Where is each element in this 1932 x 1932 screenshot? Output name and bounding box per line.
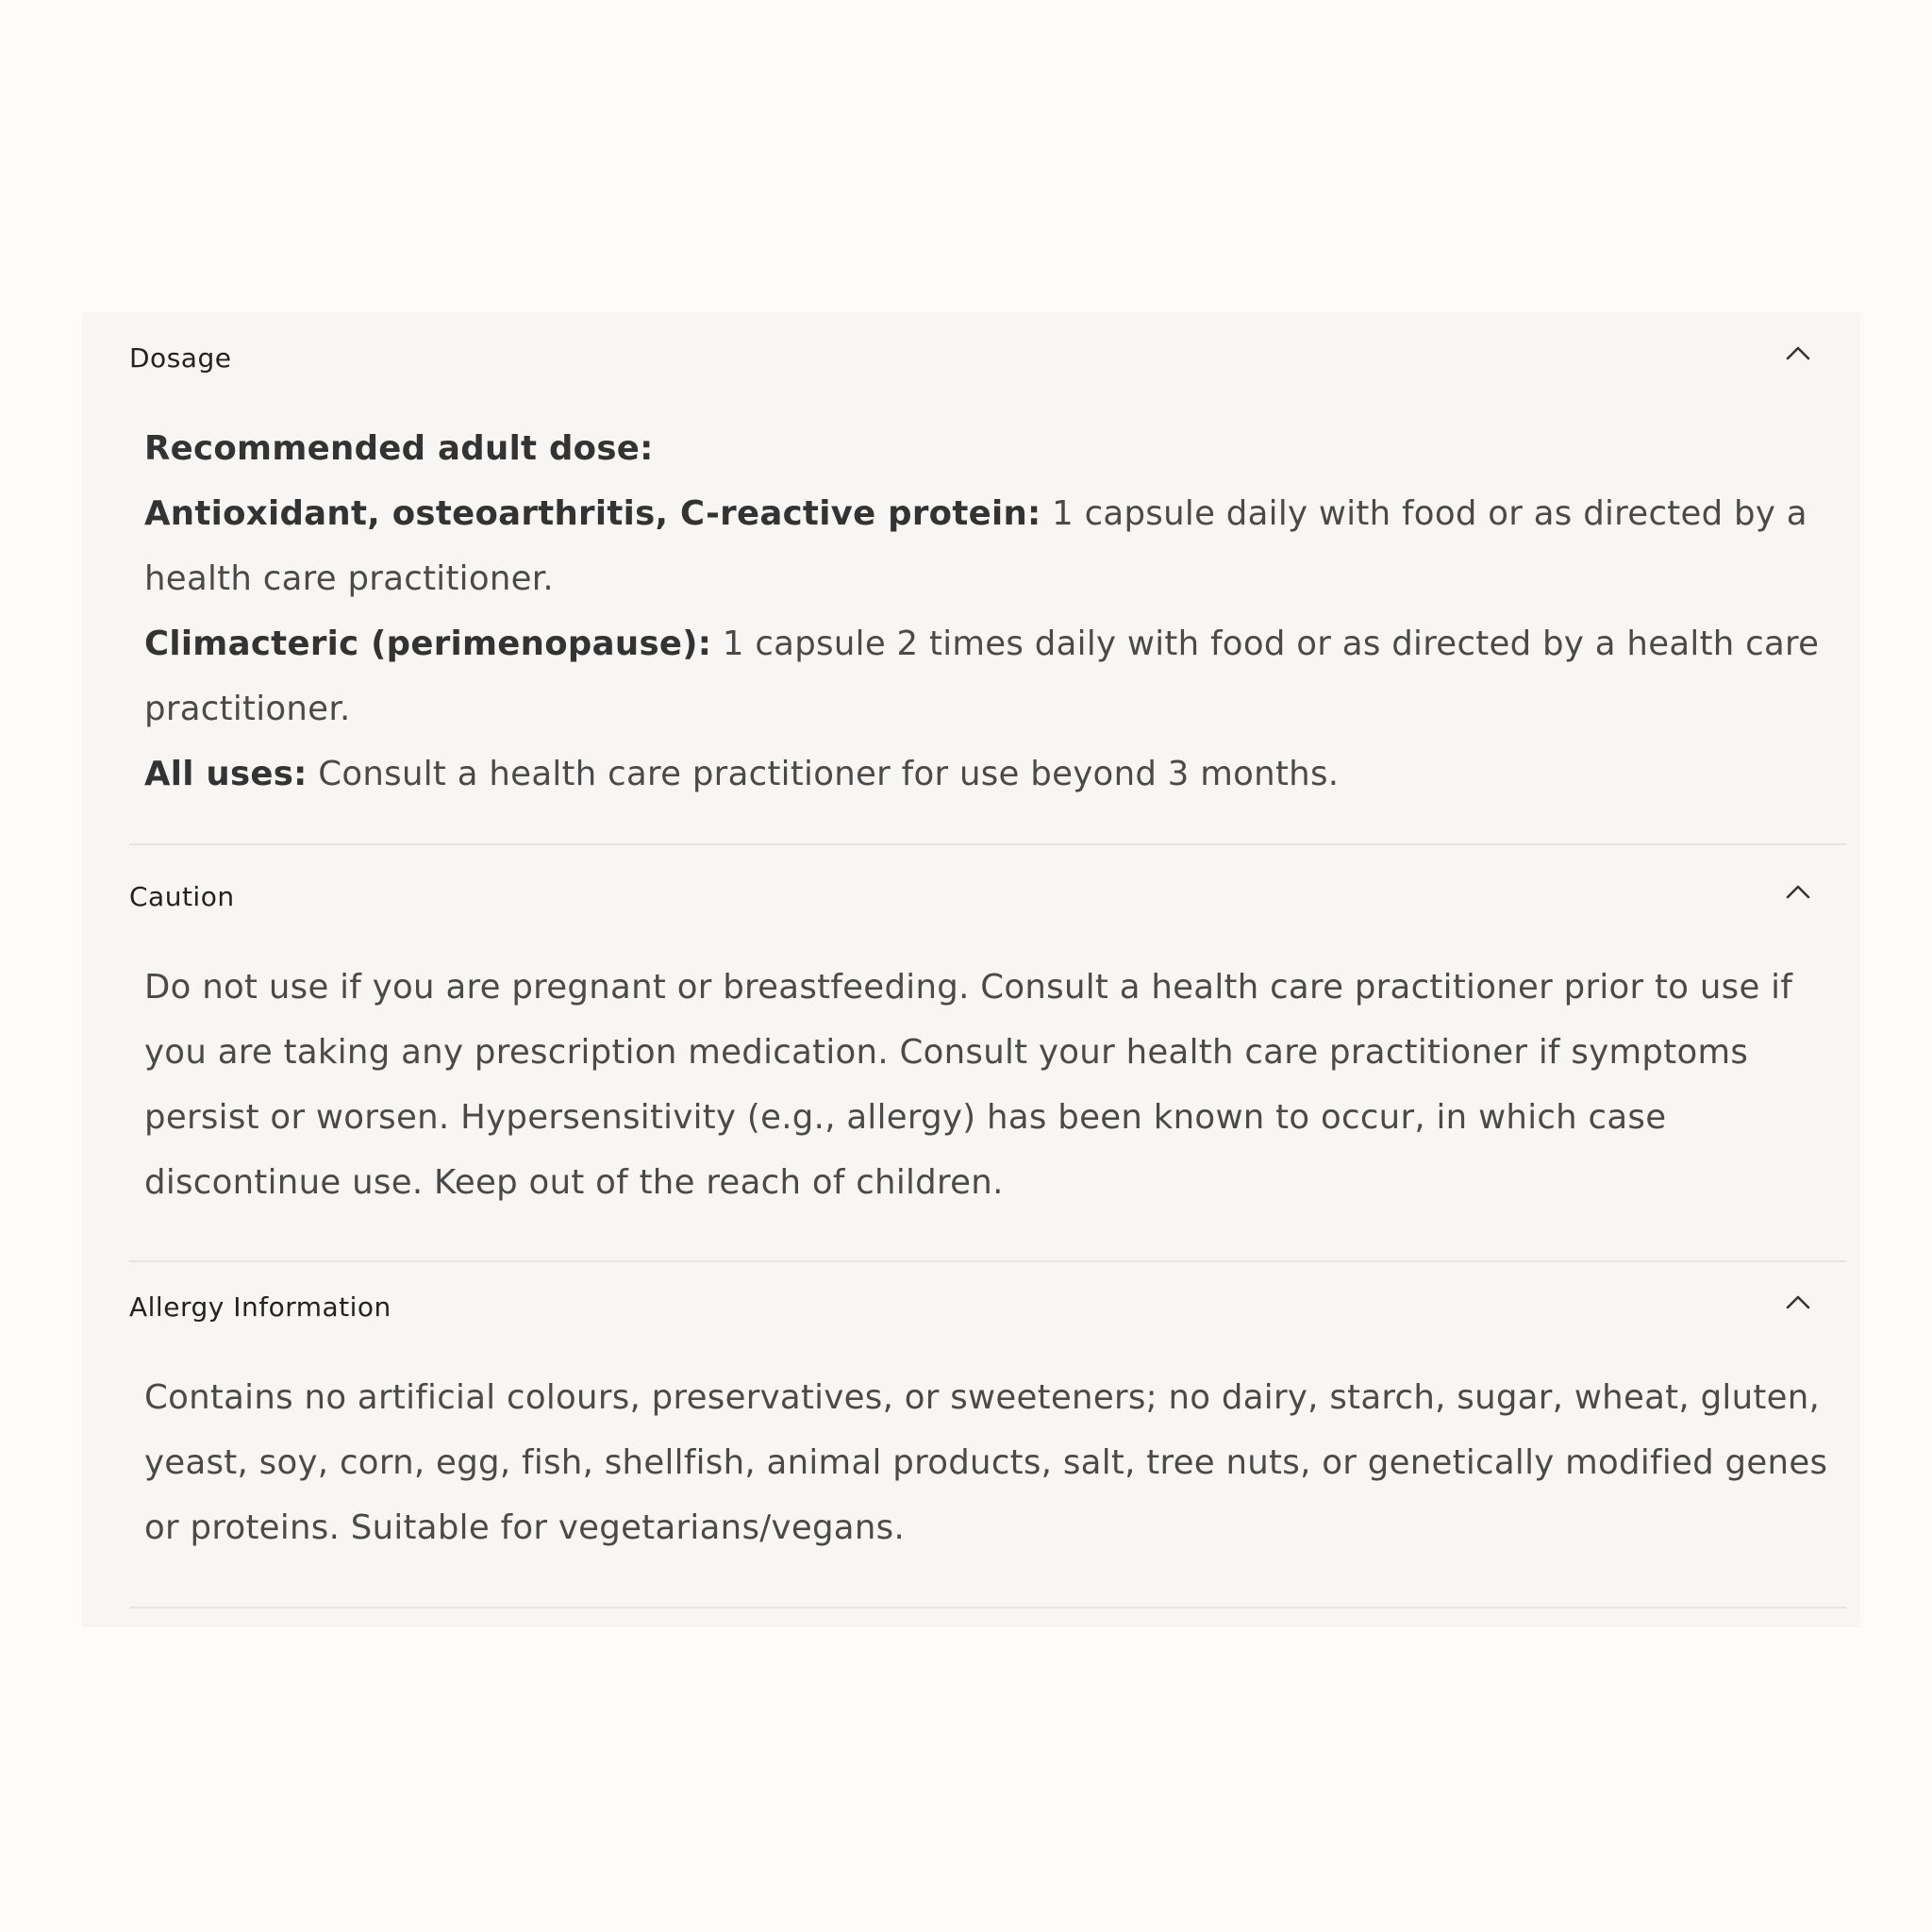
chevron-up-icon[interactable] [1785, 344, 1811, 361]
dosage-line1-text: 1 capsule daily with food or as directed by a health care practitioner. [144, 494, 1807, 598]
accordion-title-caution: Caution [129, 881, 235, 912]
dosage-line3-text: Consult a health care practitioner for use beyond 3 months. [307, 755, 1340, 793]
chevron-up-icon[interactable] [1785, 883, 1811, 900]
accordion-header-caution[interactable] [129, 851, 1846, 912]
accordion-header-allergy[interactable] [129, 1261, 1846, 1323]
dosage-line3-label: All uses: [144, 755, 308, 793]
allergy-text: Contains no artificial colours, preservatives, or sweeteners; no dairy, starch, sugar, wheat, gluten, yeast, soy, corn, egg, fish, shellfish, animal products, salt, tree nuts, or genetically modified genes or proteins. Suitable for vegetarians/vegans. [144, 1378, 1828, 1547]
product-info-accordion [82, 312, 1860, 1627]
dosage-line1-label: Antioxidant, osteoarthritis, C-reactive protein: [144, 494, 1041, 533]
accordion-section-dosage [129, 312, 1846, 845]
dosage-line2-label: Climacteric (perimenopause): [144, 625, 712, 663]
dosage-heading: Recommended adult dose: [144, 429, 654, 468]
accordion-title-dosage: Dosage [129, 342, 232, 374]
accordion-content-allergy [144, 1365, 1833, 1560]
dosage-line2-text: 1 capsule 2 times daily with food or as directed by a health care practitioner. [144, 625, 1820, 728]
chevron-up-icon[interactable] [1785, 1293, 1811, 1310]
accordion-title-allergy: Allergy Information [129, 1291, 391, 1323]
accordion-content-caution [144, 955, 1833, 1215]
caution-text: Do not use if you are pregnant or breastfeeding. Consult a health care practitioner prior to use if you are taking any prescription medication. Consult your health care practitioner if symptoms persist or worsen. Hypersensitivity (e.g., allergy) has been known to occur, in which case discontinue use. Keep out of the reach of children. [144, 968, 1793, 1202]
accordion-content-dosage [144, 416, 1833, 807]
accordion-section-caution [129, 851, 1846, 1262]
accordion-header-dosage[interactable] [129, 312, 1846, 374]
accordion-section-allergy [129, 1261, 1846, 1608]
